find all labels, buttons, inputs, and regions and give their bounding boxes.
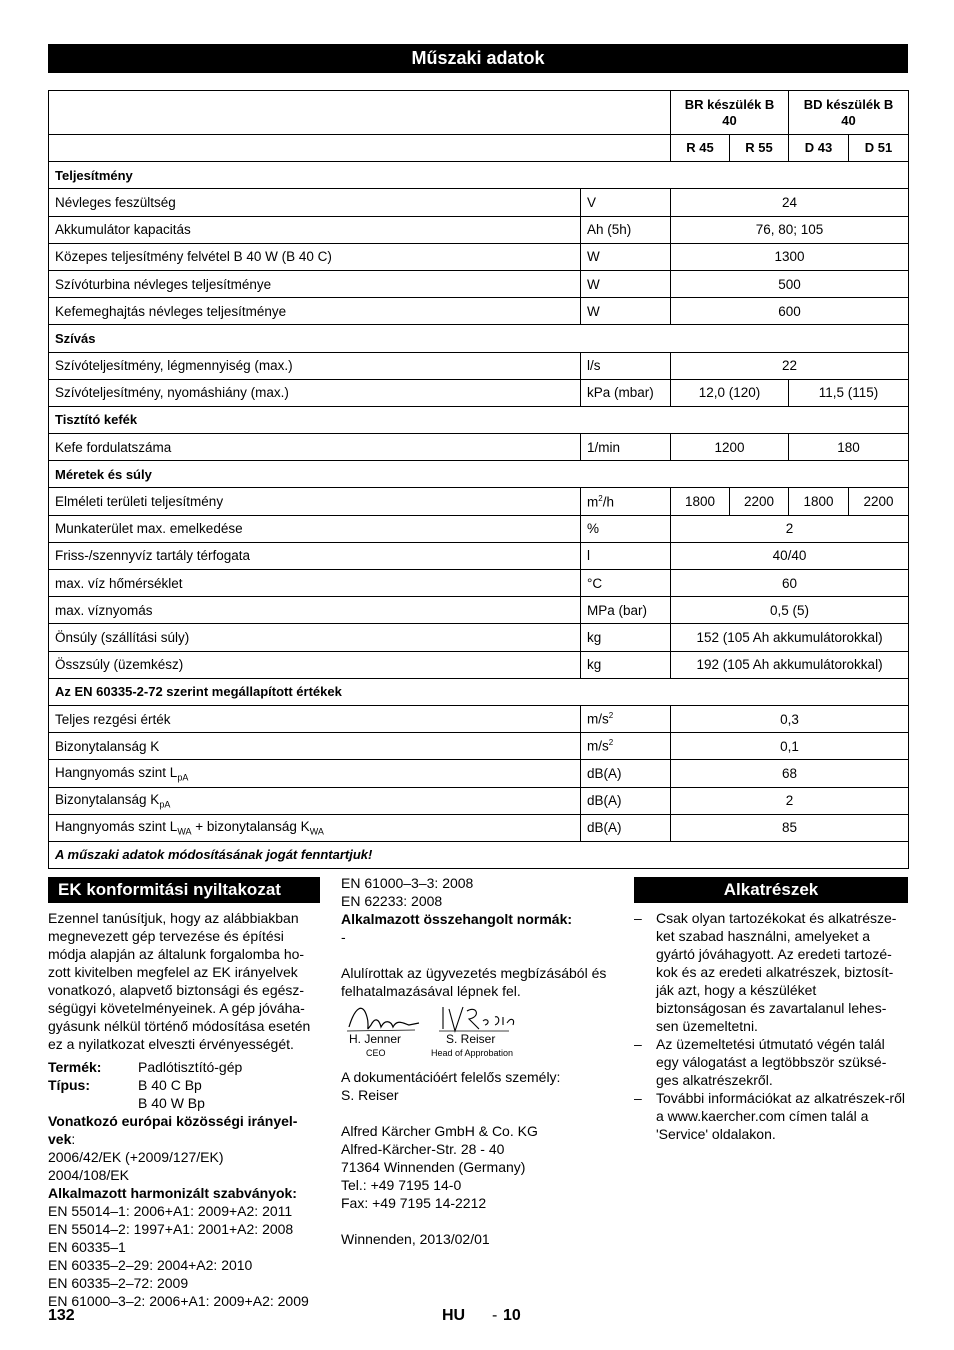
row-value: 152 (105 Ah akkumulátorokkal) bbox=[671, 624, 909, 651]
row-value: 76, 80; 105 bbox=[671, 216, 909, 243]
row-unit: % bbox=[581, 515, 671, 542]
row-label: Hangnyomás szint $L_{pA}$ bbox=[49, 760, 581, 787]
section-title: Méretek és súly bbox=[49, 461, 909, 488]
directive-item: 2006/42/EK (+2009/127/EK) bbox=[48, 1149, 224, 1165]
row-label: Kefemeghajtás névleges teljesítménye bbox=[49, 298, 581, 325]
conformity-column bbox=[48, 877, 320, 1310]
parts-list bbox=[634, 909, 908, 1143]
row-value: 0,3 bbox=[671, 705, 909, 732]
table-row bbox=[49, 651, 909, 678]
table-row bbox=[49, 814, 909, 841]
row-unit: °C bbox=[581, 570, 671, 597]
product-row bbox=[48, 1058, 320, 1076]
table-note: A műszaki adatok módosításának jogát fenntartjuk! bbox=[49, 841, 909, 868]
row-label: Összsúly (üzemkész) bbox=[49, 651, 581, 678]
row-unit: W bbox=[581, 243, 671, 270]
row-unit: dB(A) bbox=[581, 760, 671, 787]
row-unit: l/s bbox=[581, 352, 671, 379]
row-label: Szívóteljesítmény, nyomáshiány (max.) bbox=[49, 379, 581, 406]
standard-item: EN 61000–3–2: 2006+A1: 2009+A2: 2009 bbox=[48, 1293, 309, 1309]
footer-section-page: 10 bbox=[503, 1307, 521, 1324]
table-header-row bbox=[49, 135, 909, 162]
row-label: Névleges feszültség bbox=[49, 189, 581, 216]
place-date: Winnenden, 2013/02/01 bbox=[341, 1231, 490, 1247]
table-row bbox=[49, 298, 909, 325]
variant-header: R 45 bbox=[671, 135, 730, 162]
section-title: Teljesítmény bbox=[49, 162, 909, 189]
row-label: max. víz hőmérséklet bbox=[49, 570, 581, 597]
row-value: 1800 bbox=[789, 488, 849, 515]
row-value: 600 bbox=[671, 298, 909, 325]
row-value: 24 bbox=[671, 189, 909, 216]
row-label: Közepes teljesítmény felvétel B 40 W (B 40 C) bbox=[49, 243, 581, 270]
row-label: Elméleti területi teljesítmény bbox=[49, 488, 581, 515]
row-unit: W bbox=[581, 270, 671, 297]
group-header: BD készülék B 40 bbox=[789, 91, 909, 135]
standard-item: EN 60335–2–72: 2009 bbox=[48, 1275, 189, 1291]
row-label: Szívóturbina névleges teljesítménye bbox=[49, 270, 581, 297]
row-label: Teljes rezgési érték bbox=[49, 705, 581, 732]
row-value: 2200 bbox=[849, 488, 909, 515]
product-value: Padlótisztító-gép bbox=[138, 1059, 243, 1075]
row-value: 22 bbox=[671, 352, 909, 379]
row-value: 500 bbox=[671, 270, 909, 297]
section-title: Az EN 60335-2-72 szerint megállapított értékek bbox=[49, 678, 909, 705]
signer2-name: S. Reiser bbox=[446, 1032, 496, 1046]
row-label: Akkumulátor kapacitás bbox=[49, 216, 581, 243]
page-title: Műszaki adatok bbox=[48, 44, 908, 73]
row-value: 40/40 bbox=[671, 542, 909, 569]
row-label: Kefe fordulatszáma bbox=[49, 434, 581, 461]
table-row bbox=[49, 379, 909, 406]
company-line: 71364 Winnenden (Germany) bbox=[341, 1159, 526, 1175]
parts-column bbox=[634, 877, 908, 1143]
table-row bbox=[49, 570, 909, 597]
row-unit: $m^2/h$ bbox=[581, 488, 671, 515]
section-row bbox=[49, 325, 909, 352]
row-value: 192 (105 Ah akkumulátorokkal) bbox=[671, 651, 909, 678]
company-line: Tel.: +49 7195 14-0 bbox=[341, 1177, 462, 1193]
section-row bbox=[49, 678, 909, 705]
list-item: – További információkat az alkatrészek-ről a www.kaercher.com címen talál a 'Service' oldalakon. bbox=[634, 1090, 905, 1142]
section-row bbox=[49, 406, 909, 433]
row-value: 2 bbox=[671, 787, 909, 814]
technical-data-table bbox=[48, 90, 909, 869]
row-value: 2 bbox=[671, 515, 909, 542]
row-value: 85 bbox=[671, 814, 909, 841]
standards-label: Alkalmazott harmonizált szabványok: bbox=[48, 1185, 297, 1201]
standard-item: EN 60335–1 bbox=[48, 1239, 126, 1255]
header-empty-cell bbox=[49, 135, 671, 162]
row-unit: dB(A) bbox=[581, 814, 671, 841]
table-row bbox=[49, 488, 909, 515]
row-value-br: 12,0 (120) bbox=[671, 379, 789, 406]
standard-item: EN 62233: 2008 bbox=[341, 893, 443, 909]
national-standards-value: - bbox=[341, 929, 346, 945]
signed-text: Alulírottak az ügyvezetés megbízásából és felhatalmazásával lépnek fel. bbox=[341, 965, 607, 999]
row-unit: kg bbox=[581, 651, 671, 678]
row-unit: 1/min bbox=[581, 434, 671, 461]
row-label: Friss-/szennyvíz tartály térfogata bbox=[49, 542, 581, 569]
list-item: – Az üzemeltetési útmutató végén talál egy válogatást a legtöbbször szüksé-ges alkatrészekről. bbox=[634, 1036, 887, 1088]
standard-item: EN 60335–2–29: 2004+A2: 2010 bbox=[48, 1257, 253, 1273]
row-label: Szívóteljesítmény, légmennyiség (max.) bbox=[49, 352, 581, 379]
directives-label: Vonatkozó európai közösségi irányel-vek: bbox=[48, 1113, 298, 1147]
table-row bbox=[49, 760, 909, 787]
row-unit: l bbox=[581, 542, 671, 569]
doc-person: S. Reiser bbox=[341, 1087, 399, 1103]
national-standards-label: Alkalmazott összehangolt normák: bbox=[341, 911, 573, 927]
row-unit: $m/s^2$ bbox=[581, 705, 671, 732]
row-unit: $m/s^2$ bbox=[581, 733, 671, 760]
row-value: 0,1 bbox=[671, 733, 909, 760]
row-label: Hangnyomás szint $L_{WA}$ + bizonytalanság $K_{WA}$ bbox=[49, 814, 581, 841]
section-row bbox=[49, 461, 909, 488]
table-row bbox=[49, 705, 909, 732]
footer-language: HU bbox=[442, 1307, 466, 1324]
table-row bbox=[49, 787, 909, 814]
table-row bbox=[49, 597, 909, 624]
standard-item: EN 61000–3–3: 2008 bbox=[341, 875, 474, 891]
row-value-bd: 11,5 (115) bbox=[789, 379, 909, 406]
row-value: 2200 bbox=[730, 488, 789, 515]
conformity-continued-column bbox=[341, 874, 621, 1000]
table-row bbox=[49, 733, 909, 760]
row-value: 1300 bbox=[671, 243, 909, 270]
row-unit: kPa (mbar) bbox=[581, 379, 671, 406]
table-row bbox=[49, 434, 909, 461]
header-empty-cell bbox=[49, 91, 671, 135]
signature-jenner-icon bbox=[345, 997, 425, 1037]
table-row bbox=[49, 542, 909, 569]
signer2-title: Head of Approbation bbox=[431, 1048, 514, 1058]
row-unit: W bbox=[581, 298, 671, 325]
parts-heading: Alkatrészek bbox=[634, 877, 908, 903]
variant-header: D 51 bbox=[849, 135, 909, 162]
row-value-br: 1200 bbox=[671, 434, 789, 461]
row-unit: V bbox=[581, 189, 671, 216]
table-row bbox=[49, 189, 909, 216]
type-value: B 40 W Bp bbox=[138, 1095, 205, 1111]
product-label: Termék: bbox=[48, 1059, 102, 1075]
type-value: B 40 C Bp bbox=[138, 1077, 202, 1093]
directive-item: 2004/108/EK bbox=[48, 1167, 129, 1183]
row-value: 60 bbox=[671, 570, 909, 597]
row-value: 0,5 (5) bbox=[671, 597, 909, 624]
row-unit: MPa (bar) bbox=[581, 597, 671, 624]
row-unit: kg bbox=[581, 624, 671, 651]
row-unit: dB(A) bbox=[581, 787, 671, 814]
table-row bbox=[49, 216, 909, 243]
contact-block bbox=[341, 1068, 621, 1248]
type-label: Típus: bbox=[48, 1077, 90, 1093]
table-row bbox=[49, 243, 909, 270]
row-label: Önsúly (szállítási súly) bbox=[49, 624, 581, 651]
standard-item: EN 55014–1: 2006+A1: 2009+A2: 2011 bbox=[48, 1203, 293, 1219]
table-header-row bbox=[49, 91, 909, 135]
company-line: Fax: +49 7195 14-2212 bbox=[341, 1195, 487, 1211]
row-label: Bizonytalanság $K_{pA}$ bbox=[49, 787, 581, 814]
conformity-intro: Ezennel tanúsítjuk, hogy az alábbiakban megnevezett gép tervezése és építési módja alapján az általunk forgalomba ho-zott kivitelben megfelel az EK irányelvek vonatkozó, alapvető biztonsági és egész-ségügyi követelményeinek. A gép jóváha-gyásunk nélkül történő módosítása esetén ez a nyilatkozat elveszti érvényességét. bbox=[48, 910, 311, 1052]
list-item: – Csak olyan tartozékokat és alkatrésze-ket szabad használni, amelyeket a gyártó jóváhagyott. Az eredeti tartozé-kok és az eredeti alkatrészek, biztosít-ják azt, hogy a készüléket biztonságosan és zavartalanul lehes-sen üzemeltetni. bbox=[634, 910, 897, 1034]
section-title: Szívás bbox=[49, 325, 909, 352]
doc-person-label: A dokumentációért felelős személy: bbox=[341, 1069, 561, 1085]
row-value: 68 bbox=[671, 760, 909, 787]
section-title: Tisztító kefék bbox=[49, 406, 909, 433]
table-row bbox=[49, 352, 909, 379]
standard-item: EN 55014–2: 1997+A1: 2001+A2: 2008 bbox=[48, 1221, 294, 1237]
row-unit: Ah (5h) bbox=[581, 216, 671, 243]
signer1-name: H. Jenner bbox=[349, 1032, 402, 1046]
variant-header: R 55 bbox=[730, 135, 789, 162]
table-row bbox=[49, 270, 909, 297]
company-line: Alfred Kärcher GmbH & Co. KG bbox=[341, 1123, 538, 1139]
group-header: BR készülék B 40 bbox=[671, 91, 789, 135]
row-value-bd: 180 bbox=[789, 434, 909, 461]
page-number: 132 bbox=[48, 1307, 75, 1324]
row-label: max. víznyomás bbox=[49, 597, 581, 624]
footer-separator: - bbox=[492, 1307, 498, 1324]
type-row bbox=[48, 1076, 320, 1112]
row-label: Bizonytalanság K bbox=[49, 733, 581, 760]
conformity-heading: EK konformitási nyiltakozat bbox=[48, 877, 320, 903]
row-label: Munkaterület max. emelkedése bbox=[49, 515, 581, 542]
signer1-title: CEO bbox=[366, 1048, 386, 1058]
table-row bbox=[49, 515, 909, 542]
variant-header: D 43 bbox=[789, 135, 849, 162]
row-value: 1800 bbox=[671, 488, 730, 515]
company-line: Alfred-Kärcher-Str. 28 - 40 bbox=[341, 1141, 505, 1157]
section-row bbox=[49, 162, 909, 189]
table-row bbox=[49, 624, 909, 651]
note-row bbox=[49, 841, 909, 868]
